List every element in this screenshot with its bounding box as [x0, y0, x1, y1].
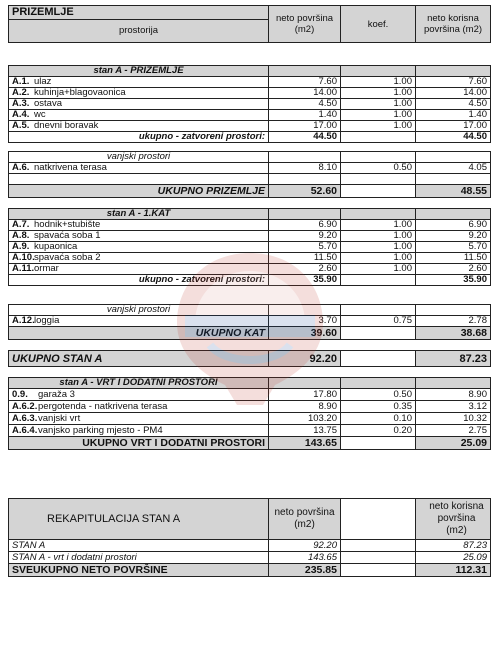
table-row: A.1. ulaz 7.60 1.00 7.60: [9, 77, 491, 88]
recap-total-row: SVEUKUPNO NETO POVRŠINE 235.85 112.31: [9, 564, 491, 577]
table-row: A.12.loggia 3.70 0.75 2.78: [9, 316, 491, 327]
section-heading-row: stan A - 1.KAT: [9, 209, 491, 220]
table-row: A.6.2.pergotenda - natkrivena terasa 8.90 0.35 3.12: [9, 401, 491, 413]
table-row: A.6.4.vanjsko parking mjesto - PM4 13.75 0.20 2.75: [9, 425, 491, 437]
section-heading: stan A - PRIZEMLJE: [9, 66, 269, 77]
col-header-koef: koef.: [341, 6, 416, 43]
table-row: A.6. natkrivena terasa 8.10 0.50 4.05: [9, 163, 491, 174]
table-row: 0.9. garaža 3 17.80 0.50 8.90: [9, 389, 491, 401]
section-heading-row: stan A - VRT I DODATNI PROSTORI: [9, 378, 491, 389]
table-row: A.2. kuhinja+blagovaonica 14.00 1.00 14.00: [9, 88, 491, 99]
stan-total-row: UKUPNO STAN A 92.20 87.23: [9, 351, 491, 367]
table-row: A.5. dnevni boravak 17.00 1.00 17.00: [9, 121, 491, 132]
total-row: UKUPNO KAT 39.60 38.68: [9, 327, 491, 340]
table-row: A.11.ormar 2.60 1.00 2.60: [9, 264, 491, 275]
recap-col-korisna: neto korisna površina (m2): [416, 499, 491, 540]
table-row: A.6.3.vanjski vrt 103.20 0.10 10.32: [9, 413, 491, 425]
total-row: UKUPNO PRIZEMLJE 52.60 48.55: [9, 185, 491, 198]
recap-row: STAN A - vrt i dodatni prostori 143.65 25.09: [9, 552, 491, 564]
section-heading-row: [9, 66, 491, 77]
header-prostorija-cell: [9, 6, 269, 43]
area-calculation-sheet: [8, 5, 490, 577]
area-table: [8, 5, 491, 450]
col-header-neto: neto površina (m2): [269, 6, 341, 43]
table-row: A.9. kupaonica 5.70 1.00 5.70: [9, 242, 491, 253]
recap-title: REKAPITULACIJA STAN A: [9, 499, 269, 540]
page-title: PRIZEMLJE: [9, 6, 268, 20]
table-row: A.4. wc 1.40 1.00 1.40: [9, 110, 491, 121]
recap-header-row: [9, 499, 491, 540]
outer-heading-row: vanjski prostori: [9, 152, 491, 163]
recap-table: [8, 498, 491, 577]
outer-heading-row: vanjski prostori: [9, 305, 491, 316]
table-row: A.7. hodnik+stubište 6.90 1.00 6.90: [9, 220, 491, 231]
subtotal-row: ukupno - zatvoreni prostori: 35.90 35.90: [9, 275, 491, 286]
col-header-prostorija: prostorija: [118, 25, 159, 36]
recap-col-neto: neto površina (m2): [269, 499, 341, 540]
recap-row: STAN A 92.20 87.23: [9, 540, 491, 552]
table-row: A.10.spavaća soba 2 11.50 1.00 11.50: [9, 253, 491, 264]
table-row: A.8. spavaća soba 1 9.20 1.00 9.20: [9, 231, 491, 242]
subtotal-row: ukupno - zatvoreni prostori: 44.50 44.50: [9, 132, 491, 143]
col-header-korisna: neto korisna površina (m2): [416, 6, 491, 43]
total-row: UKUPNO VRT I DODATNI PROSTORI 143.65 25.09: [9, 437, 491, 450]
table-row: A.3. ostava 4.50 1.00 4.50: [9, 99, 491, 110]
header-row: [9, 6, 491, 43]
